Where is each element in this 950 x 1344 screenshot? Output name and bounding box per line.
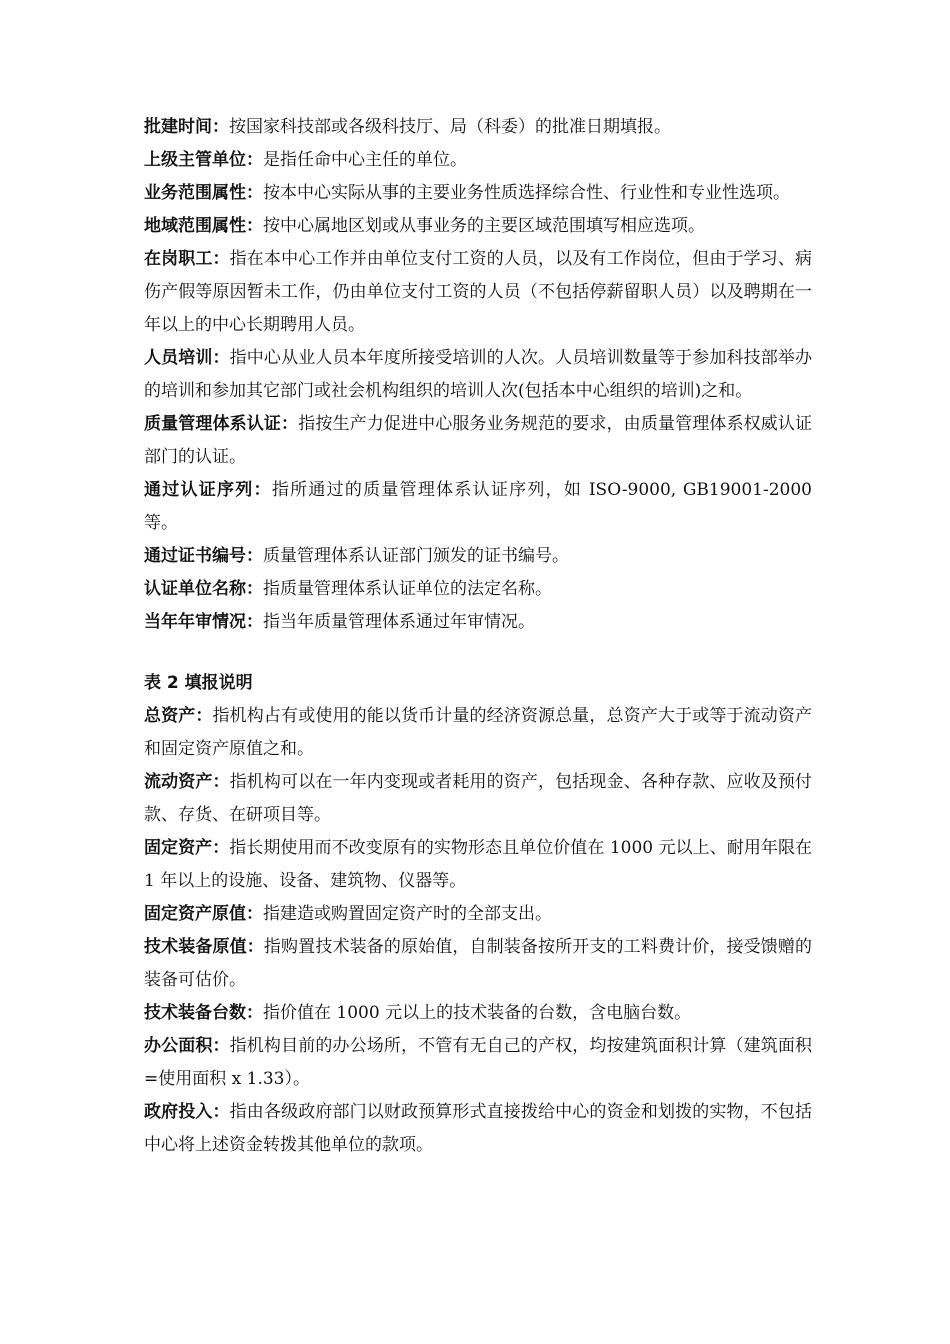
- term-label: 在岗职工：: [144, 249, 230, 269]
- term-description: 指所通过的质量管理体系认证序列，如 ISO-9000, GB19001-2000 等。: [144, 480, 812, 533]
- definition-business-scope: [144, 177, 812, 210]
- term-label: 技术装备原值：: [144, 937, 264, 957]
- definition-fixed-asset-original-value: [144, 898, 812, 931]
- term-description: 指机构可以在一年内变现或者耗用的资产，包括现金、各种存款、应收及预付款、存货、在研项目等。: [144, 772, 813, 825]
- term-description: 指机构目前的办公场所，不管有无自己的产权，均按建筑面积计算（建筑面积=使用面积 x 1.33）。: [144, 1036, 813, 1089]
- definition-government-investment: [144, 1096, 812, 1162]
- definition-total-assets: [144, 700, 812, 766]
- term-label: 政府投入：: [144, 1102, 230, 1122]
- term-description: 质量管理体系认证部门颁发的证书编号。: [263, 546, 569, 566]
- term-label: 通过认证序列：: [144, 480, 272, 500]
- definition-equipment-original-value: [144, 931, 812, 997]
- definition-fixed-assets: [144, 832, 812, 898]
- term-description: 是指任命中心主任的单位。: [263, 150, 467, 170]
- term-label: 固定资产：: [144, 838, 230, 858]
- term-label: 总资产：: [144, 706, 213, 726]
- term-label: 地域范围属性：: [144, 216, 263, 236]
- definition-supervising-unit: [144, 144, 812, 177]
- term-description: 指长期使用而不改变原有的实物形态且单位价值在 1000 元以上、耐用年限在 1 年以上的设施、设备、建筑物、仪器等。: [144, 838, 812, 891]
- term-description: 指建造或购置固定资产时的全部支出。: [263, 904, 552, 924]
- term-description: 指按生产力促进中心服务业务规范的要求，由质量管理体系权威认证部门的认证。: [144, 414, 813, 467]
- term-label: 人员培训：: [144, 348, 230, 368]
- document-page: [144, 111, 812, 1162]
- term-description: 指价值在 1000 元以上的技术装备的台数，含电脑台数。: [263, 1003, 692, 1023]
- term-description: 按本中心实际从事的主要业务性质选择综合性、行业性和专业性选项。: [263, 183, 790, 203]
- definition-staff-training: [144, 342, 812, 408]
- term-description: 指质量管理体系认证单位的法定名称。: [263, 579, 552, 599]
- term-label: 流动资产：: [144, 772, 230, 792]
- definition-office-area: [144, 1030, 812, 1096]
- definition-certificate-number: [144, 540, 812, 573]
- section-heading: 表 2 填报说明: [144, 673, 253, 693]
- term-label: 上级主管单位：: [144, 150, 263, 170]
- term-description: 按国家科技部或各级科技厅、局（科委）的批准日期填报。: [229, 117, 671, 137]
- definition-approval-date: [144, 111, 812, 144]
- definition-certification-series: [144, 474, 812, 540]
- definition-active-staff: [144, 243, 812, 342]
- term-description: 按中心属地区划或从事业务的主要区域范围填写相应选项。: [263, 216, 705, 236]
- term-label: 认证单位名称：: [144, 579, 263, 599]
- definition-equipment-count: [144, 997, 812, 1030]
- term-description: 指购置技术装备的原始值，自制装备按所开支的工料费计价，接受馈赠的装备可估价。: [144, 937, 812, 990]
- definition-current-assets: [144, 766, 812, 832]
- term-label: 质量管理体系认证：: [144, 414, 299, 434]
- definition-quality-certification: [144, 408, 812, 474]
- term-label: 固定资产原值：: [144, 904, 263, 924]
- term-label: 业务范围属性：: [144, 183, 263, 203]
- term-label: 当年年审情况：: [144, 612, 263, 632]
- term-description: 指机构占有或使用的能以货币计量的经济资源总量，总资产大于或等于流动资产和固定资产原值之和。: [144, 706, 813, 759]
- term-description: 指由各级政府部门以财政预算形式直接拨给中心的资金和划拨的实物，不包括中心将上述资金转拨其他单位的款项。: [144, 1102, 813, 1155]
- definition-regional-scope: [144, 210, 812, 243]
- term-label: 办公面积：: [144, 1036, 230, 1056]
- term-label: 批建时间：: [144, 117, 229, 137]
- term-description: 指在本中心工作并由单位支付工资的人员，以及有工作岗位，但由于学习、病伤产假等原因暂未工作，仍由单位支付工资的人员（不包括停薪留职人员）以及聘期在一年以上的中心长期聘用人员。: [144, 249, 813, 335]
- term-label: 技术装备台数：: [144, 1003, 263, 1023]
- term-label: 通过证书编号：: [144, 546, 263, 566]
- term-description: 指当年质量管理体系通过年审情况。: [263, 612, 535, 632]
- term-description: 指中心从业人员本年度所接受培训的人次。人员培训数量等于参加科技部举办的培训和参加其它部门或社会机构组织的培训人次(包括本中心组织的培训)之和。: [144, 348, 813, 401]
- definition-certifying-body: [144, 573, 812, 606]
- definition-annual-review: [144, 606, 812, 639]
